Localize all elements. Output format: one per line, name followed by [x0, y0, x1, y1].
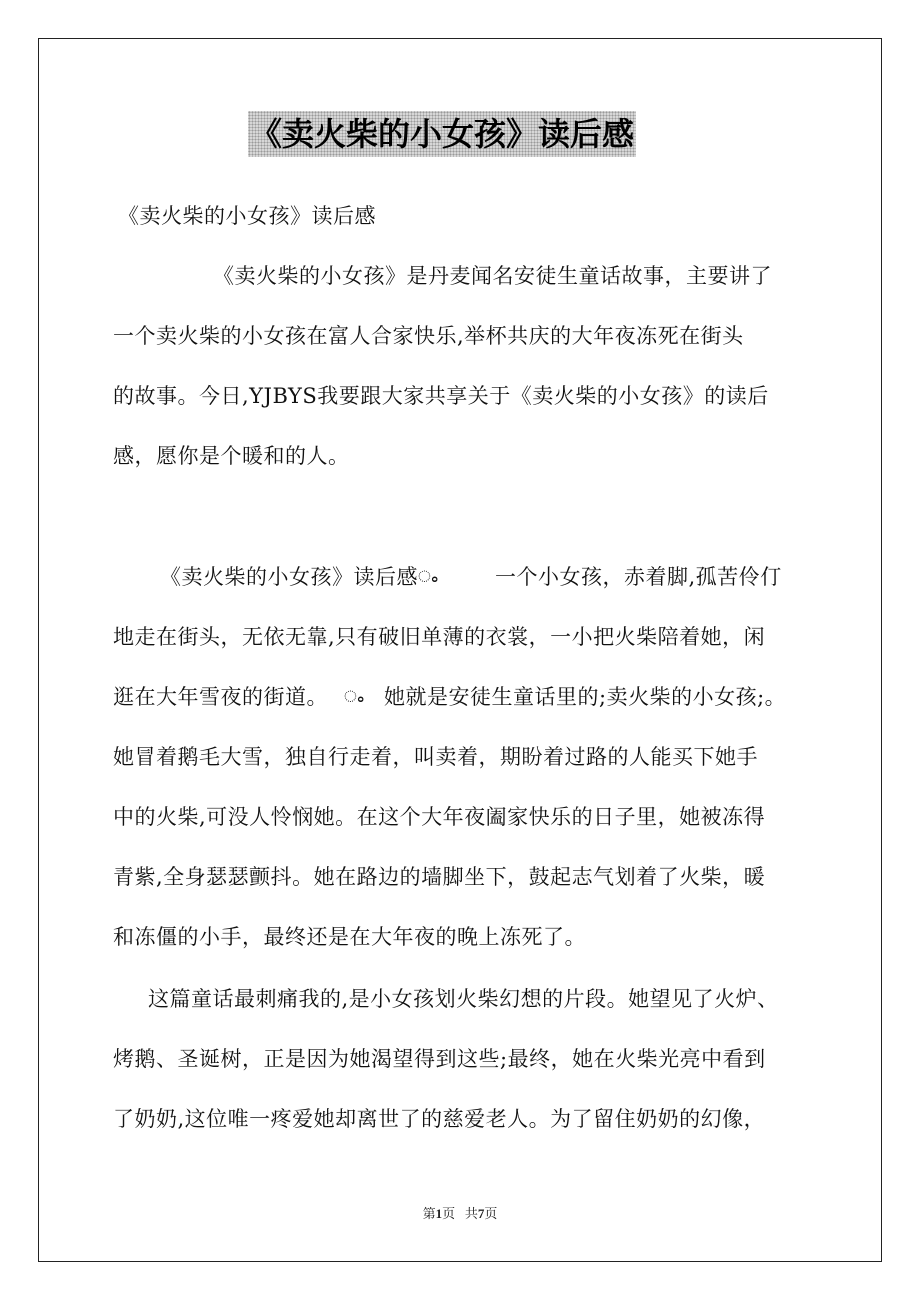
body-line: 中的火柴,可没人怜悯她。在这个大年夜阖家快乐的日子里，她被冻得 — [113, 805, 766, 829]
body-line: 烤鹅、圣诞树，正是因为她渴望得到这些;最终，她在火柴光亮中看到 — [113, 1047, 766, 1071]
page-total: 7 — [477, 1206, 485, 1221]
page-prefix: 第 — [422, 1206, 436, 1221]
bullet-glyph-icon: ം — [344, 687, 365, 706]
page-footer — [0, 1205, 920, 1223]
body-line: 这篇童话最刺痛我的,是小女孩划火柴幻想的片段。她望见了火炉、 — [148, 987, 779, 1011]
body-line: 她冒着鹅毛大雪，独自行走着，叫卖着，期盼着过路的人能买下她手 — [113, 745, 758, 769]
intro-line: 感，愿你是个暖和的人。 — [113, 444, 350, 468]
body-line: 逛在大年雪夜的街道。 — [113, 685, 328, 709]
body-line: 和冻僵的小手，最终还是在大年夜的晚上冻死了。 — [113, 925, 586, 949]
total-prefix: 共 — [464, 1206, 478, 1221]
total-unit: 页 — [484, 1206, 498, 1221]
intro-line: 一个卖火柴的小女孩在富人合家快乐,举杯共庆的大年夜冻死在街头 — [113, 324, 744, 348]
document-title: 《卖火柴的小女孩》读后感 — [248, 111, 636, 157]
intro-line: 的故事。今日,YJBYS我要跟大家共享关于《卖火柴的小女孩》的读后 — [113, 384, 769, 408]
body-line: 地走在街头，无依无靠,只有破旧单薄的衣裳，一小把火柴陪着她，闲 — [113, 625, 766, 649]
section-heading-line — [160, 562, 438, 592]
body-line: 青紫,全身瑟瑟颤抖。她在路边的墙脚坐下，鼓起志气划着了火柴，暖 — [113, 865, 766, 889]
page-unit: 页 — [442, 1206, 456, 1221]
body-line: 了奶奶,这位唯一疼爱她却离世了的慈爱老人。为了留住奶奶的幻像， — [113, 1107, 766, 1131]
bullet-glyph-icon: ം — [418, 567, 439, 586]
subtitle: 《卖火柴的小女孩》读后感 — [118, 204, 376, 228]
body-line: 她就是安徒生童话里的;卖火柴的小女孩;。 — [384, 685, 787, 709]
page-current: 1 — [435, 1206, 443, 1221]
intro-line: 《卖火柴的小女孩》是丹麦闻名安徒生童话故事，主要讲了 — [213, 264, 772, 288]
section-heading: 《卖火柴的小女孩》读后感 — [160, 565, 418, 589]
body-line: 一个小女孩，赤着脚,孤苦伶仃 — [495, 565, 782, 589]
